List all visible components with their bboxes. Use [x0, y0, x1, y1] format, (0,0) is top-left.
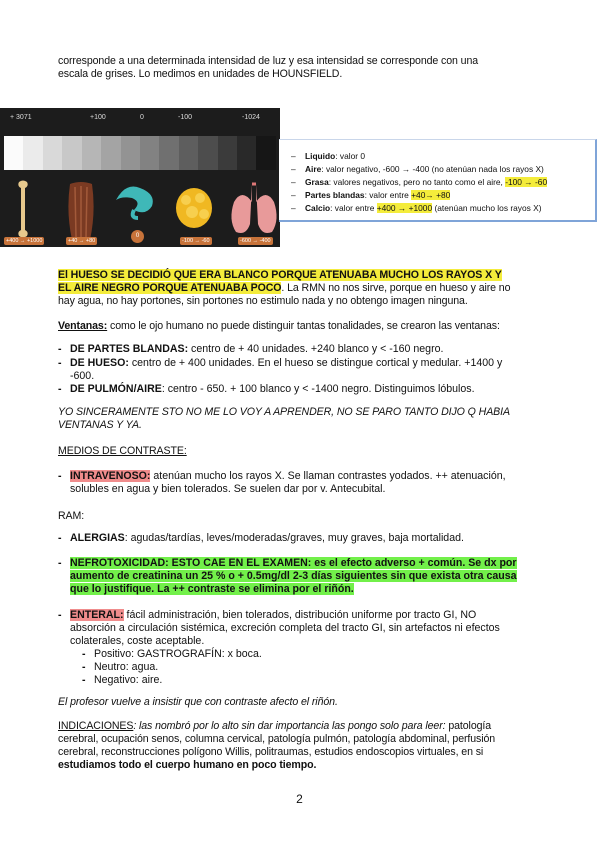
ram-label: RAM:: [58, 510, 85, 522]
scale-label: +100: [90, 114, 106, 121]
gray-step: [237, 136, 256, 170]
gray-step: [43, 136, 62, 170]
intravenoso-item: - INTRAVENOSO: atenúan mucho los rayos X. Se llaman contrastes yodados. ++ atenuación, solubles en agua y bien tolerados. Se suelen dar por v. Antecubital.: [58, 470, 506, 495]
fat-icon: [174, 186, 214, 230]
bone-icon: [12, 180, 34, 240]
indicaciones-line-3: cerebral, reconstrucciones polígono Willis, politraumas, estudios endoscopios virtuales, en si: [58, 746, 484, 758]
scale-label: + 3071: [10, 114, 32, 121]
muscle-icon: [64, 182, 98, 242]
enteral-sub-item: - Positivo: GASTROGRAFÍN: x boca.: [82, 648, 262, 660]
nefrotoxicidad-item: - NEFROTOXICIDAD: ESTO CAE EN EL EXAMEN: es el efecto adverso + común. Se dx por aumento de creatinina un 25 % o + 0.5mg/dl 2-3 días siguientes sin que exista otra causa que lo justifique. La ++ contraste se elimina por el riñón.: [58, 557, 517, 595]
gray-step: [4, 136, 23, 170]
intro-line-1: corresponde a una determinada intensidad de luz y esa intensidad se corresponde con una: [58, 55, 479, 67]
grayscale-bar: [4, 136, 276, 170]
gray-step: [218, 136, 237, 170]
note-line-1: YO SINCERAMENTE STO NO ME LO VOY A APRENDER, NO SE PARO TANTO DIJO Q HABIA: [58, 406, 510, 418]
ventana-item: - DE HUESO: centro de + 400 unidades. En el hueso se distingue cortical y medular. +1400 y -600.: [58, 357, 503, 382]
legend-item: – Liquido: valor 0: [291, 151, 366, 161]
medios-title: MEDIOS DE CONTRASTE:: [58, 445, 187, 457]
caption-grasa: -100 → -60: [182, 238, 210, 244]
scale-labels: [0, 114, 280, 126]
indicaciones-line-4: estudiamos todo el cuerpo humano en poco tiempo.: [58, 759, 317, 771]
gray-step: [179, 136, 198, 170]
gray-step: [62, 136, 81, 170]
hueso-line-2: EL AIRE NEGRO PORQUE ATENUABA POCO. La RMN no nos sirve, porque en hueso y aire no: [58, 282, 511, 294]
density-legend-box: [279, 139, 597, 222]
gray-step: [82, 136, 101, 170]
ventana-item: - DE PULMÓN/AIRE: centro - 650. + 100 blanco y < -1400 negro. Distinguimos lóbulos.: [58, 383, 475, 395]
water-icon: [112, 180, 160, 220]
zero-badge: 0: [131, 230, 144, 243]
enteral-item: - ENTERAL: fácil administración, bien tolerados, distribución uniforme por tracto GI, NO absorción a circulación sistémica, excreción completa del tracto GI, sin artefactos ni efectos colaterales, coste aceptable.: [58, 609, 500, 647]
legend-item: – Aire: valor negativo, -600 → -400 (no atenúan nada los rayos X): [291, 164, 544, 174]
scale-label: 0: [140, 114, 144, 121]
indicaciones-line-2: cerebral, ocupación senos, columna cervical, patología pulmón, patología abdominal, perfusión: [58, 733, 496, 745]
ventanas-intro: Ventanas: como le ojo humano no puede distinguir tantas tonalidades, se crearon las ventanas:: [58, 320, 500, 332]
gray-step: [101, 136, 120, 170]
scale-label: -1024: [242, 114, 260, 121]
gray-step: [198, 136, 217, 170]
gray-step: [159, 136, 178, 170]
ventana-item: - DE PARTES BLANDAS: centro de + 40 unidades. +240 blanco y < -160 negro.: [58, 343, 444, 355]
hueso-line-3: hay agua, no hay portones, sin portones no estimulo nada y no obtengo imagen ninguna.: [58, 295, 468, 307]
scale-label: -100: [178, 114, 193, 121]
page-number: 2: [296, 792, 303, 806]
enteral-sub-item: - Neutro: agua.: [82, 661, 159, 673]
gray-step: [121, 136, 140, 170]
note-line-2: VENTANAS Y YA.: [58, 419, 142, 431]
note-2: El profesor vuelve a insistir que con contraste afecto el riñón.: [58, 696, 338, 708]
gray-step: [23, 136, 42, 170]
lungs-icon: [228, 180, 280, 236]
caption-aire: -600 → -400: [240, 238, 271, 244]
caption-calcio: +400 → +1000: [6, 238, 43, 244]
legend-item: – Partes blandas: valor entre +40→ +80: [291, 190, 451, 200]
indicaciones-line-1: INDICACIONES: las nombró por lo alto sin dar importancia las pongo solo para leer: patología: [58, 720, 492, 732]
hounsfield-scale-figure: [0, 108, 280, 247]
gray-step: [256, 136, 275, 170]
legend-item: – Grasa: valores negativos, pero no tanto como el aire, -100 → -60: [291, 177, 548, 187]
enteral-sub-item: - Negativo: aire.: [82, 674, 163, 686]
alergias-item: - ALERGIAS: agudas/tardías, leves/moderadas/graves, muy graves, baja mortalidad.: [58, 532, 464, 544]
intro-line-2: escala de grises. Lo medimos en unidades de HOUNSFIELD.: [58, 68, 343, 80]
legend-item: – Calcio: valor entre +400 → +1000 (atenúan mucho los rayos X): [291, 203, 542, 213]
caption-partes-blandas: +40 → +80: [68, 238, 96, 244]
hueso-line-1: El HUESO SE DECIDIÓ QUE ERA BLANCO PORQUE ATENUABA MUCHO LOS RAYOS X Y: [58, 269, 502, 281]
gray-step: [140, 136, 159, 170]
